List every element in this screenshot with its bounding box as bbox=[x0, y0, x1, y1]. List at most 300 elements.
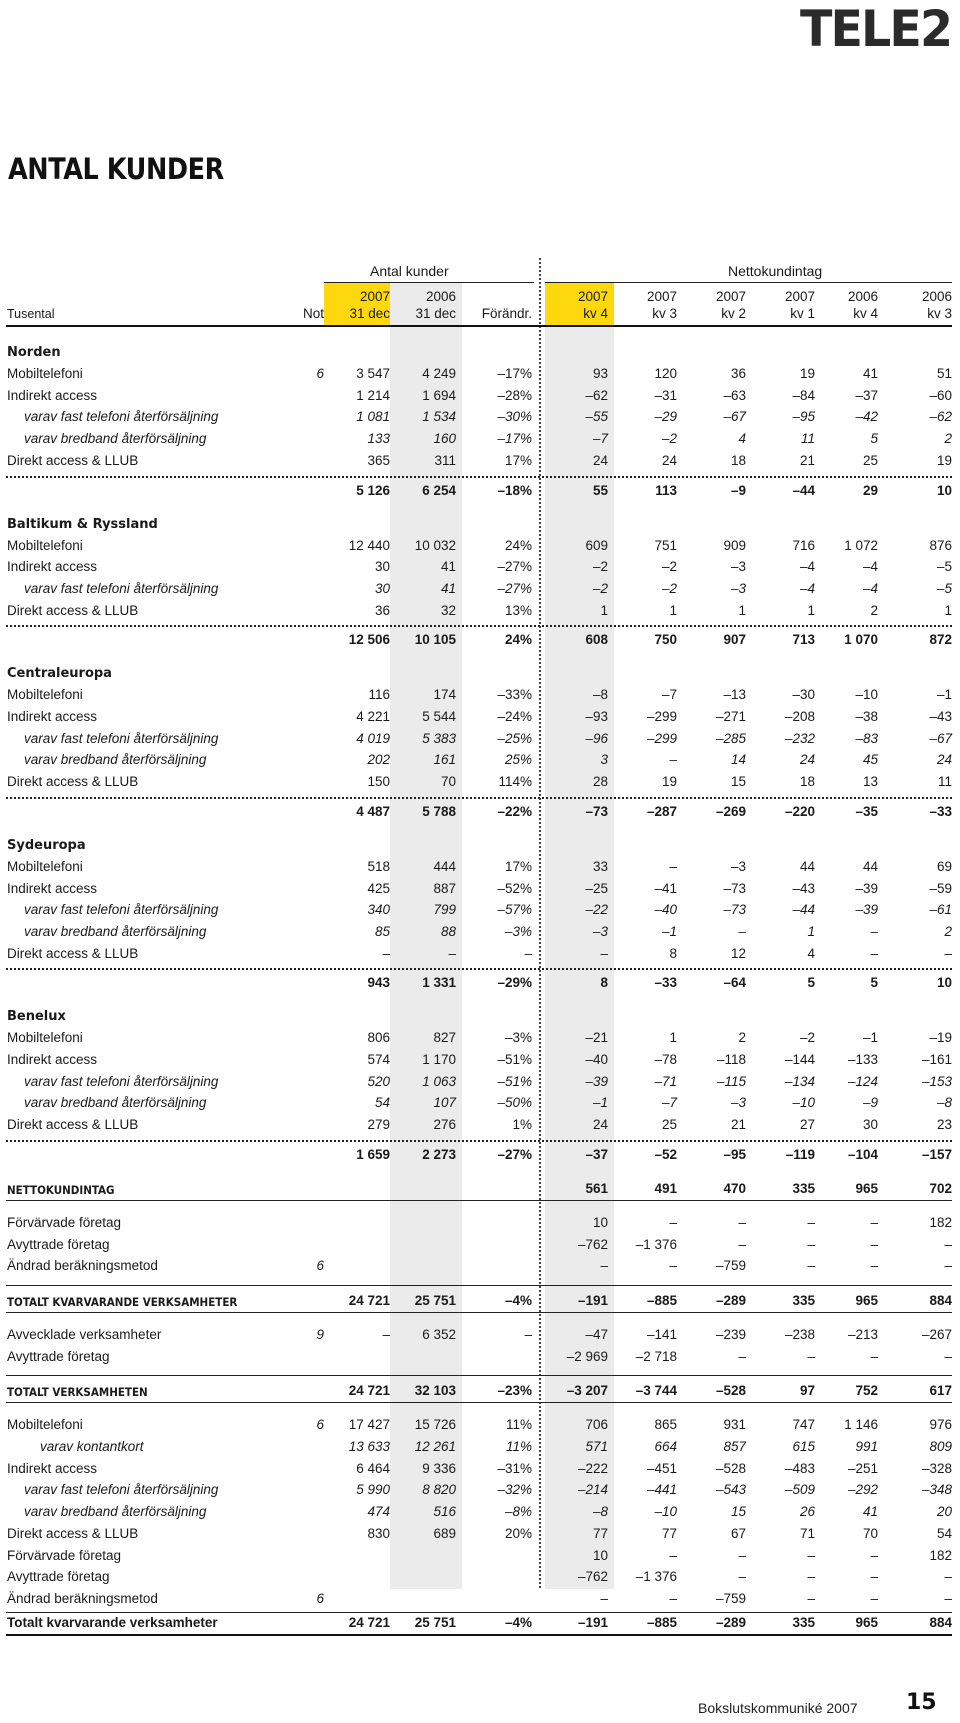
row-label: varav kontantkort bbox=[40, 1439, 144, 1454]
table-cell: –47 bbox=[585, 1326, 608, 1342]
table-cell: 5 383 bbox=[422, 730, 456, 746]
table-cell: –762 bbox=[577, 1236, 608, 1252]
table-cell: –41 bbox=[654, 880, 677, 896]
table-cell: –8 bbox=[936, 1095, 952, 1111]
row-label: Mobiltelefoni bbox=[7, 1417, 83, 1433]
table-cell: 19 bbox=[661, 774, 677, 790]
row-label: Ändrad beräkningsmetod bbox=[7, 1590, 158, 1606]
table-cell: –31 bbox=[654, 387, 677, 403]
table-cell: – bbox=[738, 1236, 746, 1252]
table-cell: 15 bbox=[730, 774, 746, 790]
table-cell: –271 bbox=[715, 709, 746, 724]
column-header-label: kv 4 bbox=[583, 306, 608, 321]
row-label: varav fast telefoni återförsäljning bbox=[24, 902, 219, 918]
subtotal-cell: –33 bbox=[929, 803, 952, 819]
note-cell: 6 bbox=[316, 1590, 324, 1606]
summary-cell: –4% bbox=[504, 1292, 532, 1308]
table-cell: 1 bbox=[738, 602, 746, 618]
table-cell: –93 bbox=[585, 709, 608, 724]
table-cell: –39 bbox=[855, 880, 878, 896]
table-cell: – bbox=[807, 1348, 815, 1364]
table-cell: 2 bbox=[870, 602, 878, 618]
table-cell: 202 bbox=[367, 752, 390, 768]
table-cell: –161 bbox=[921, 1052, 952, 1067]
subtotal-cell: –29% bbox=[497, 975, 532, 991]
subtotal-cell: 2 273 bbox=[422, 1146, 456, 1162]
row-label: Indirekt access bbox=[7, 559, 98, 575]
summary-cell: 491 bbox=[654, 1180, 677, 1196]
row-label: Mobiltelefoni bbox=[7, 687, 83, 703]
header-rule-right bbox=[545, 282, 952, 283]
table-cell: –292 bbox=[847, 1482, 878, 1498]
table-cell: – bbox=[870, 1348, 878, 1364]
column-header-label: Förändr. bbox=[481, 306, 532, 321]
row-label: Avyttrade företag bbox=[7, 1569, 110, 1585]
table-cell: 150 bbox=[367, 774, 390, 790]
table-cell: –133 bbox=[847, 1052, 878, 1067]
table-cell: –10 bbox=[855, 687, 878, 703]
table-cell: 93 bbox=[592, 366, 608, 381]
table-cell: –2 bbox=[661, 431, 677, 447]
subtotal-rule bbox=[6, 476, 952, 478]
summary-cell: 965 bbox=[855, 1180, 878, 1196]
table-cell: –2 bbox=[799, 1030, 815, 1046]
table-cell: –451 bbox=[646, 1460, 677, 1476]
table-cell: 4 019 bbox=[356, 730, 390, 746]
table-cell: 36 bbox=[730, 366, 746, 381]
table-cell: 1% bbox=[512, 1117, 532, 1133]
table-cell: 17 427 bbox=[348, 1417, 390, 1433]
table-cell: –83 bbox=[855, 730, 878, 746]
page-title: ANTAL KUNDER bbox=[8, 152, 224, 186]
table-cell: –43 bbox=[792, 880, 815, 896]
table-cell: –32% bbox=[497, 1482, 532, 1498]
subtotal-cell: 6 254 bbox=[422, 482, 456, 498]
table-cell: 689 bbox=[433, 1525, 456, 1541]
row-label: Indirekt access bbox=[7, 387, 98, 403]
table-cell: –40 bbox=[585, 1052, 608, 1067]
table-cell: –239 bbox=[715, 1326, 746, 1342]
subtotal-rule bbox=[6, 968, 952, 970]
table-cell: –3% bbox=[504, 1030, 532, 1046]
table-cell: 10 bbox=[592, 1547, 608, 1563]
summary-cell: 561 bbox=[585, 1180, 608, 1196]
table-cell: 15 bbox=[730, 1504, 746, 1520]
row-label: Indirekt access bbox=[7, 880, 98, 896]
table-cell: 27 bbox=[799, 1117, 815, 1133]
table-cell: 1 bbox=[600, 602, 608, 618]
summary-cell: –191 bbox=[577, 1292, 608, 1308]
subtotal-cell: –119 bbox=[785, 1146, 815, 1162]
table-cell: 1 bbox=[807, 923, 815, 939]
row-label: Mobiltelefoni bbox=[7, 1030, 83, 1046]
table-cell: 865 bbox=[654, 1417, 677, 1433]
table-cell: 2 bbox=[944, 923, 952, 939]
table-cell: – bbox=[944, 1569, 952, 1585]
subtotal-cell: 5 788 bbox=[422, 803, 456, 819]
summary-label: NETTOKUNDINTAG bbox=[7, 1182, 115, 1197]
subtotal-cell: –35 bbox=[855, 803, 878, 819]
total-cell: 24 721 bbox=[348, 1614, 390, 1630]
table-cell: –759 bbox=[715, 1258, 746, 1274]
table-cell: 114% bbox=[498, 774, 532, 790]
table-cell: 12 bbox=[730, 945, 746, 961]
table-cell: – bbox=[669, 858, 677, 874]
table-cell: 991 bbox=[855, 1439, 878, 1454]
summary-cell: 702 bbox=[929, 1180, 952, 1196]
table-cell: 41 bbox=[440, 580, 456, 596]
table-cell: 3 bbox=[600, 752, 608, 768]
table-cell: –13 bbox=[723, 687, 746, 703]
table-cell: 751 bbox=[654, 537, 677, 553]
summary-cell: 617 bbox=[929, 1383, 952, 1399]
subtotal-cell: 12 506 bbox=[348, 632, 390, 648]
subtotal-cell: –44 bbox=[792, 482, 815, 498]
table-cell: 13 633 bbox=[348, 1439, 390, 1454]
section-heading: Benelux bbox=[7, 1009, 66, 1025]
table-cell: 1 694 bbox=[422, 387, 456, 403]
table-cell: 1 bbox=[944, 602, 952, 618]
table-cell: 32 bbox=[440, 602, 456, 618]
rule-before-summary bbox=[6, 1375, 952, 1376]
table-cell: 340 bbox=[367, 902, 390, 918]
row-label: varav bredband återförsäljning bbox=[24, 1504, 207, 1520]
table-cell: –21 bbox=[585, 1030, 608, 1046]
table-cell: –328 bbox=[921, 1460, 952, 1476]
table-cell: 67 bbox=[730, 1525, 746, 1541]
table-cell: 1 072 bbox=[844, 537, 878, 553]
column-header-label: kv 3 bbox=[927, 306, 952, 321]
table-cell: 425 bbox=[367, 880, 390, 896]
table-cell: –17% bbox=[497, 366, 532, 381]
table-cell: 71 bbox=[799, 1525, 815, 1541]
table-cell: 1 bbox=[669, 1030, 677, 1046]
table-cell: –96 bbox=[585, 730, 608, 746]
subtotal-cell: 5 126 bbox=[356, 482, 390, 498]
column-header-label: kv 3 bbox=[652, 306, 677, 321]
table-cell: 69 bbox=[936, 858, 952, 874]
summary-cell: 335 bbox=[792, 1180, 815, 1196]
column-header-year: 2007 bbox=[359, 289, 390, 304]
table-cell: 876 bbox=[929, 537, 952, 553]
subtotal-cell: 55 bbox=[592, 482, 608, 498]
table-cell: 24 bbox=[661, 452, 677, 468]
summary-cell: 24 721 bbox=[348, 1292, 390, 1308]
table-cell: 276 bbox=[433, 1117, 456, 1133]
table-cell: 182 bbox=[929, 1547, 952, 1563]
row-label: Avvecklade verksamheter bbox=[7, 1326, 162, 1342]
table-cell: 6 352 bbox=[422, 1326, 456, 1342]
table-cell: –3 bbox=[730, 1095, 746, 1111]
table-cell: – bbox=[807, 1590, 815, 1606]
table-cell: –19 bbox=[929, 1030, 952, 1046]
table-cell: 444 bbox=[433, 858, 456, 874]
table-cell: –67 bbox=[929, 730, 952, 746]
table-cell: 2 bbox=[944, 431, 952, 447]
table-cell: –51% bbox=[497, 1052, 532, 1067]
row-label: Förvärvade företag bbox=[7, 1547, 122, 1563]
table-cell: – bbox=[807, 1258, 815, 1274]
table-cell: –37 bbox=[855, 387, 878, 403]
column-header-label: kv 1 bbox=[790, 306, 815, 321]
table-cell: 12 440 bbox=[348, 537, 390, 553]
table-cell: – bbox=[600, 1590, 608, 1606]
row-label: varav fast telefoni återförsäljning bbox=[24, 1073, 219, 1089]
table-cell: 12 261 bbox=[414, 1439, 456, 1454]
table-cell: –10 bbox=[654, 1504, 677, 1520]
table-cell: 11% bbox=[505, 1417, 532, 1433]
table-cell: – bbox=[807, 1236, 815, 1252]
table-cell: 30 bbox=[862, 1117, 878, 1133]
table-cell: –57% bbox=[497, 902, 532, 918]
subtotal-cell: 872 bbox=[929, 632, 952, 648]
table-cell: 161 bbox=[433, 752, 456, 768]
row-label: Direkt access & LLUB bbox=[7, 1525, 139, 1541]
table-cell: –7 bbox=[661, 1095, 677, 1111]
table-cell: –9 bbox=[862, 1095, 878, 1111]
table-cell: 33 bbox=[592, 858, 608, 874]
subtotal-cell: 24% bbox=[504, 632, 532, 648]
table-cell: 664 bbox=[654, 1439, 677, 1454]
column-header-year: 2006 bbox=[425, 289, 456, 304]
table-cell: 365 bbox=[367, 452, 390, 468]
row-label: varav bredband återförsäljning bbox=[24, 1095, 207, 1111]
table-cell: 24 bbox=[592, 452, 608, 468]
table-cell: 931 bbox=[723, 1417, 746, 1433]
table-cell: 36 bbox=[374, 602, 390, 618]
summary-label: TOTALT KVARVARANDE VERKSAMHETER bbox=[7, 1294, 238, 1309]
table-cell: –2 718 bbox=[635, 1348, 677, 1364]
table-cell: 609 bbox=[585, 537, 608, 553]
subtotal-cell: 8 bbox=[600, 975, 608, 991]
table-cell: –44 bbox=[792, 902, 815, 918]
table-cell: 1 063 bbox=[422, 1073, 456, 1089]
table-cell: –29 bbox=[654, 409, 677, 425]
table-cell: 4 bbox=[738, 431, 746, 447]
row-label: Indirekt access bbox=[7, 709, 98, 724]
table-cell: 1 170 bbox=[422, 1052, 456, 1067]
table-cell: –8 bbox=[592, 1504, 608, 1520]
table-cell: –1 bbox=[936, 687, 952, 703]
section-heading: Sydeuropa bbox=[7, 837, 86, 853]
row-label: Direkt access & LLUB bbox=[7, 602, 139, 618]
table-cell: –40 bbox=[654, 902, 677, 918]
column-header-label: Not bbox=[302, 306, 324, 321]
table-cell: –24% bbox=[497, 709, 532, 724]
total-cell: 884 bbox=[929, 1614, 952, 1630]
table-cell: 571 bbox=[585, 1439, 608, 1454]
table-cell: – bbox=[807, 1547, 815, 1563]
table-cell: 1 534 bbox=[422, 409, 456, 425]
table-cell: –2 bbox=[592, 559, 608, 575]
table-cell: 716 bbox=[792, 537, 815, 553]
total-cell: –4% bbox=[504, 1614, 532, 1630]
table-cell: 615 bbox=[792, 1439, 815, 1454]
table-cell: –222 bbox=[577, 1460, 608, 1476]
table-cell: –25 bbox=[585, 880, 608, 896]
table-cell: – bbox=[669, 1214, 677, 1230]
table-cell: 182 bbox=[929, 1214, 952, 1230]
table-cell: 830 bbox=[367, 1525, 390, 1541]
table-cell: 14 bbox=[730, 752, 746, 768]
table-cell: 10 bbox=[592, 1214, 608, 1230]
table-cell: 747 bbox=[792, 1417, 815, 1433]
table-cell: –62 bbox=[929, 409, 952, 425]
table-cell: – bbox=[448, 945, 456, 961]
table-cell: 976 bbox=[929, 1417, 952, 1433]
table-cell: 311 bbox=[434, 452, 456, 468]
table-cell: –28% bbox=[497, 387, 532, 403]
table-cell: 25% bbox=[504, 752, 532, 768]
table-cell: –50% bbox=[497, 1095, 532, 1111]
table-cell: 44 bbox=[862, 858, 878, 874]
summary-cell: 97 bbox=[799, 1383, 815, 1399]
table-cell: –2 bbox=[592, 580, 608, 596]
subtotal-rule bbox=[6, 1140, 952, 1142]
summary-cell: 752 bbox=[855, 1383, 878, 1399]
table-cell: –43 bbox=[929, 709, 952, 724]
table-cell: 9 336 bbox=[422, 1460, 456, 1476]
summary-cell: 24 721 bbox=[348, 1383, 390, 1399]
subtotal-cell: –18% bbox=[497, 482, 532, 498]
subtotal-cell: –52 bbox=[654, 1146, 677, 1162]
subtotal-cell: –95 bbox=[723, 1146, 746, 1162]
note-cell: 6 bbox=[316, 1258, 324, 1274]
table-cell: –17% bbox=[497, 431, 532, 447]
table-cell: –3 bbox=[730, 580, 746, 596]
table-cell: –2 bbox=[661, 559, 677, 575]
table-cell: 10 032 bbox=[414, 537, 456, 553]
subtotal-cell: 713 bbox=[792, 632, 815, 648]
table-cell: 54 bbox=[936, 1525, 952, 1541]
table-cell: –7 bbox=[592, 431, 608, 447]
table-cell: – bbox=[870, 1547, 878, 1563]
table-cell: 574 bbox=[367, 1052, 390, 1067]
table-cell: –4 bbox=[799, 559, 815, 575]
table-cell: –483 bbox=[784, 1460, 815, 1476]
table-cell: 1 146 bbox=[844, 1417, 878, 1433]
row-label: Ändrad beräkningsmetod bbox=[7, 1258, 158, 1274]
table-cell: –30% bbox=[497, 409, 532, 425]
subtotal-cell: 4 487 bbox=[356, 803, 390, 819]
total-cell: 335 bbox=[792, 1614, 815, 1630]
table-cell: –3 bbox=[730, 559, 746, 575]
table-cell: – bbox=[669, 752, 677, 768]
rule-before-summary bbox=[6, 1285, 952, 1286]
table-cell: 8 bbox=[669, 945, 677, 961]
summary-cell: –528 bbox=[715, 1383, 746, 1399]
table-cell: – bbox=[669, 1547, 677, 1563]
row-label: varav fast telefoni återförsäljning bbox=[24, 1482, 219, 1498]
subtotal-cell: 113 bbox=[655, 482, 677, 498]
column-header-year: 2006 bbox=[847, 289, 878, 304]
table-cell: 116 bbox=[368, 687, 390, 703]
table-cell: 4 bbox=[807, 945, 815, 961]
row-label: Mobiltelefoni bbox=[7, 366, 83, 381]
subtotal-cell: 10 bbox=[936, 975, 952, 991]
table-cell: 44 bbox=[799, 858, 815, 874]
table-cell: –8% bbox=[504, 1504, 532, 1520]
subtotal-cell: –9 bbox=[730, 482, 746, 498]
table-cell: –1 bbox=[661, 923, 677, 939]
table-cell: –153 bbox=[921, 1073, 952, 1089]
table-cell: –27% bbox=[497, 580, 532, 596]
table-cell: 4 221 bbox=[356, 709, 390, 724]
table-cell: 799 bbox=[433, 902, 456, 918]
row-label: Indirekt access bbox=[7, 1460, 98, 1476]
row-label: varav fast telefoni återförsäljning bbox=[24, 730, 219, 746]
table-cell: 54 bbox=[374, 1095, 390, 1111]
column-header-year: 2007 bbox=[646, 289, 677, 304]
summary-cell: –3 207 bbox=[566, 1383, 608, 1399]
row-label: Indirekt access bbox=[7, 1052, 98, 1067]
total-cell: –885 bbox=[646, 1614, 677, 1630]
table-cell: 13% bbox=[504, 602, 532, 618]
table-cell: 11 bbox=[937, 774, 952, 790]
table-cell: – bbox=[600, 1258, 608, 1274]
table-cell: –762 bbox=[577, 1569, 608, 1585]
table-cell: –10 bbox=[792, 1095, 815, 1111]
table-cell: 1 081 bbox=[356, 409, 390, 425]
subtotal-cell: 750 bbox=[654, 632, 677, 648]
table-cell: 77 bbox=[592, 1525, 608, 1541]
table-cell: –25% bbox=[497, 730, 532, 746]
table-cell: –78 bbox=[654, 1052, 677, 1067]
table-cell: –5 bbox=[936, 580, 952, 596]
table-cell: –1 376 bbox=[635, 1236, 677, 1252]
subtotal-cell: –104 bbox=[847, 1146, 878, 1162]
table-cell: 18 bbox=[730, 452, 746, 468]
table-cell: 474 bbox=[367, 1504, 390, 1520]
table-cell: 1 214 bbox=[356, 387, 390, 403]
table-cell: –4 bbox=[799, 580, 815, 596]
table-cell: 24 bbox=[592, 1117, 608, 1133]
section-heading: Baltikum & Ryssland bbox=[7, 516, 158, 532]
table-cell: 45 bbox=[862, 752, 878, 768]
header-bottom-rule bbox=[6, 325, 952, 327]
column-header-label: kv 2 bbox=[721, 306, 746, 321]
table-cell: 24 bbox=[799, 752, 815, 768]
column-header-year: 2007 bbox=[577, 289, 608, 304]
table-cell: 41 bbox=[440, 559, 456, 575]
table-cell: 77 bbox=[661, 1525, 677, 1541]
table-cell: – bbox=[807, 1569, 815, 1585]
table-cell: – bbox=[669, 1258, 677, 1274]
table-cell: –52% bbox=[497, 880, 532, 896]
table-cell: – bbox=[870, 1236, 878, 1252]
row-label: Direkt access & LLUB bbox=[7, 945, 139, 961]
table-cell: –213 bbox=[847, 1326, 878, 1342]
subtotal-rule bbox=[6, 625, 952, 627]
table-cell: –4 bbox=[862, 580, 878, 596]
total-cell: –289 bbox=[715, 1614, 746, 1630]
table-cell: –1 376 bbox=[635, 1569, 677, 1585]
table-cell: –31% bbox=[497, 1460, 532, 1476]
row-label: varav bredband återförsäljning bbox=[24, 752, 207, 768]
subtotal-cell: 907 bbox=[723, 632, 746, 648]
table-cell: 41 bbox=[862, 1504, 878, 1520]
table-cell: 5 544 bbox=[422, 709, 456, 724]
summary-cell: –289 bbox=[715, 1292, 746, 1308]
table-cell: – bbox=[382, 1326, 390, 1342]
table-cell: 25 bbox=[862, 452, 878, 468]
table-cell: 809 bbox=[929, 1439, 952, 1454]
table-cell: – bbox=[870, 1258, 878, 1274]
table-cell: 6 464 bbox=[356, 1460, 390, 1476]
total-label: Totalt kvarvarande verksamheter bbox=[7, 1614, 218, 1630]
table-cell: 20 bbox=[936, 1504, 952, 1520]
table-cell: 133 bbox=[367, 431, 390, 447]
